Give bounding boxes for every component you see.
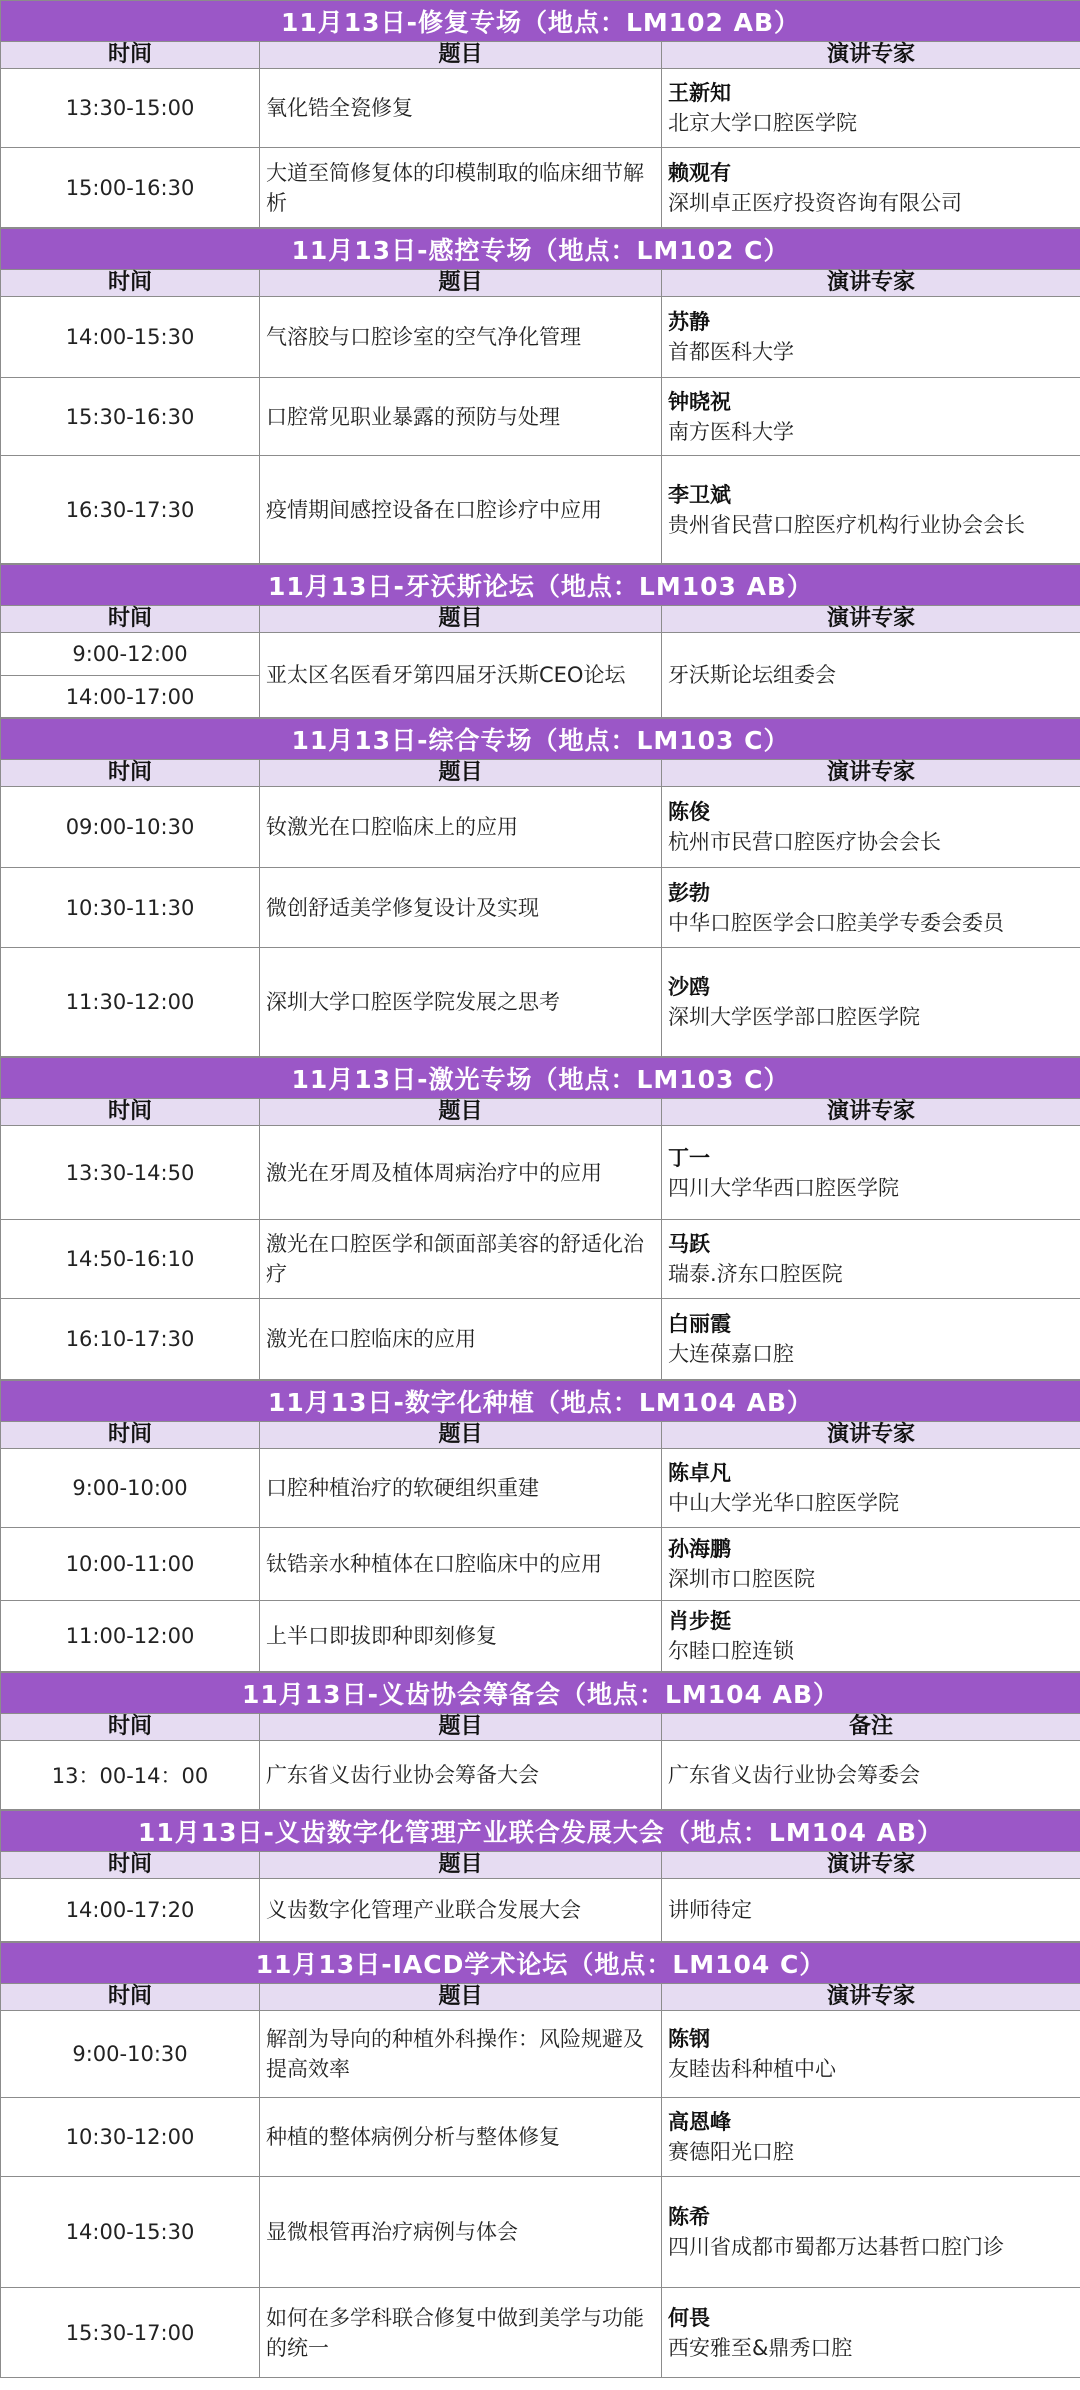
speaker-org: 深圳大学医学部口腔医学院 xyxy=(668,1005,920,1029)
topic-cell: 大道至简修复体的印模制取的临床细节解析 xyxy=(260,148,662,228)
time-cell: 14:00-15:30 xyxy=(1,297,260,378)
speaker-cell xyxy=(662,2098,1080,2177)
session-title: 11月13日-IACD学术论坛（地点：LM104 C） xyxy=(1,1943,1080,1984)
speaker-name: 孙海鹏 xyxy=(668,1537,731,1561)
topic-cell: 义齿数字化管理产业联合发展大会 xyxy=(260,1879,662,1942)
topic-cell: 解剖为导向的种植外科操作：风险规避及提高效率 xyxy=(260,2011,662,2098)
table-row xyxy=(1,1126,1080,1220)
speaker-cell xyxy=(662,787,1080,868)
session-title: 11月13日-牙沃斯论坛（地点：LM103 AB） xyxy=(1,565,1080,606)
speaker-cell xyxy=(662,148,1080,228)
topic-cell: 显微根管再治疗病例与体会 xyxy=(260,2177,662,2288)
topic-cell: 钛锆亲水种植体在口腔临床中的应用 xyxy=(260,1528,662,1601)
table-row xyxy=(1,1449,1080,1528)
speaker-header: 演讲专家 xyxy=(662,1099,1080,1126)
topic-cell: 口腔种植治疗的软硬组织重建 xyxy=(260,1449,662,1528)
time-header: 时间 xyxy=(1,270,260,297)
speaker-cell xyxy=(662,1220,1080,1299)
speaker-name: 高恩峰 xyxy=(668,2110,731,2134)
speaker-name: 白丽霞 xyxy=(668,1312,731,1336)
topic-cell: 如何在多学科联合修复中做到美学与功能的统一 xyxy=(260,2288,662,2378)
time-cell: 16:10-17:30 xyxy=(1,1299,260,1380)
topic-cell: 激光在口腔临床的应用 xyxy=(260,1299,662,1380)
speaker-cell xyxy=(662,1126,1080,1220)
time-cell: 09:00-10:30 xyxy=(1,787,260,868)
time-header: 时间 xyxy=(1,1099,260,1126)
topic-header: 题目 xyxy=(260,1422,662,1449)
speaker-header: 演讲专家 xyxy=(662,270,1080,297)
speaker-cell: 讲师待定 xyxy=(662,1879,1080,1942)
time-cell: 10:30-12:00 xyxy=(1,2098,260,2177)
speaker-header: 演讲专家 xyxy=(662,606,1080,633)
time-cell: 11:00-12:00 xyxy=(1,1601,260,1672)
speaker-name: 陈钢 xyxy=(668,2027,710,2051)
table-row xyxy=(1,787,1080,868)
time-header: 时间 xyxy=(1,760,260,787)
topic-cell: 口腔常见职业暴露的预防与处理 xyxy=(260,378,662,456)
session-table xyxy=(0,0,1080,228)
topic-cell: 种植的整体病例分析与整体修复 xyxy=(260,2098,662,2177)
time-header: 时间 xyxy=(1,1422,260,1449)
session-title: 11月13日-数字化种植（地点：LM104 AB） xyxy=(1,1381,1080,1422)
session-title: 11月13日-综合专场（地点：LM103 C） xyxy=(1,719,1080,760)
topic-cell: 氧化锆全瓷修复 xyxy=(260,69,662,148)
speaker-cell xyxy=(662,1528,1080,1601)
speaker-cell xyxy=(662,2177,1080,2288)
time-header: 时间 xyxy=(1,1984,260,2011)
speaker-org: 中华口腔医学会口腔美学专委会委员 xyxy=(668,910,1004,935)
speaker-org: 杭州市民营口腔医疗协会会长 xyxy=(668,830,941,854)
time-cell: 14:00-17:20 xyxy=(1,1879,260,1942)
time-cell: 13:30-14:50 xyxy=(1,1126,260,1220)
time-cell: 15:30-16:30 xyxy=(1,378,260,456)
time-header: 时间 xyxy=(1,1852,260,1879)
table-row xyxy=(1,633,1080,676)
table-row xyxy=(1,868,1080,948)
speaker-name: 马跃 xyxy=(668,1232,710,1256)
speaker-cell xyxy=(662,456,1080,564)
topic-header: 题目 xyxy=(260,1852,662,1879)
speaker-cell xyxy=(662,1601,1080,1672)
speaker-cell xyxy=(662,297,1080,378)
topic-header: 题目 xyxy=(260,1099,662,1126)
speaker-org: 深圳市口腔医院 xyxy=(668,1567,815,1591)
topic-cell: 亚太区名医看牙第四届牙沃斯CEO论坛 xyxy=(260,633,662,718)
speaker-org: 贵州省民营口腔医疗机构行业协会会长 xyxy=(668,512,1025,537)
speaker-cell xyxy=(662,1299,1080,1380)
speaker-name: 苏静 xyxy=(668,310,710,334)
speaker-org: 西安雅至&鼎秀口腔 xyxy=(668,2335,853,2360)
speaker-name: 何畏 xyxy=(668,2305,710,2330)
topic-cell: 疫情期间感控设备在口腔诊疗中应用 xyxy=(260,456,662,564)
table-row xyxy=(1,148,1080,228)
session-title: 11月13日-义齿数字化管理产业联合发展大会（地点：LM104 AB） xyxy=(1,1811,1080,1852)
time-cell: 14:00-17:00 xyxy=(1,676,260,718)
topic-header: 题目 xyxy=(260,42,662,69)
speaker-name: 王新知 xyxy=(668,81,731,105)
topic-cell: 微创舒适美学修复设计及实现 xyxy=(260,868,662,948)
speaker-name: 彭勃 xyxy=(668,880,710,905)
speaker-org: 深圳卓正医疗投资咨询有限公司 xyxy=(668,190,962,215)
session-table xyxy=(0,718,1080,1057)
speaker-cell: 牙沃斯论坛组委会 xyxy=(662,633,1080,718)
speaker-name: 赖观有 xyxy=(668,160,731,185)
table-row xyxy=(1,2011,1080,2098)
speaker-header: 演讲专家 xyxy=(662,42,1080,69)
session-table xyxy=(0,1672,1080,1810)
table-row xyxy=(1,1528,1080,1601)
session-title: 11月13日-修复专场（地点：LM102 AB） xyxy=(1,1,1080,42)
session-table xyxy=(0,1810,1080,1942)
speaker-name: 钟晓祝 xyxy=(668,389,731,414)
speaker-header: 备注 xyxy=(662,1714,1080,1741)
speaker-cell xyxy=(662,378,1080,456)
speaker-cell: 广东省义齿行业协会筹委会 xyxy=(662,1741,1080,1810)
speaker-org: 南方医科大学 xyxy=(668,419,794,444)
speaker-org: 四川省成都市蜀都万达碁哲口腔门诊 xyxy=(668,2235,1004,2259)
speaker-cell xyxy=(662,69,1080,148)
time-header: 时间 xyxy=(1,42,260,69)
time-cell: 9:00-10:00 xyxy=(1,1449,260,1528)
session-table xyxy=(0,564,1080,718)
speaker-org: 中山大学光华口腔医学院 xyxy=(668,1491,899,1515)
table-row xyxy=(1,1220,1080,1299)
time-cell: 15:00-16:30 xyxy=(1,148,260,228)
speaker-name: 沙鸥 xyxy=(668,975,710,999)
time-cell: 15:30-17:00 xyxy=(1,2288,260,2378)
session-title: 11月13日-激光专场（地点：LM103 C） xyxy=(1,1058,1080,1099)
table-row xyxy=(1,2288,1080,2378)
speaker-cell xyxy=(662,868,1080,948)
table-row xyxy=(1,2098,1080,2177)
speaker-org: 赛德阳光口腔 xyxy=(668,2140,794,2164)
topic-header: 题目 xyxy=(260,270,662,297)
time-header: 时间 xyxy=(1,606,260,633)
topic-cell: 气溶胶与口腔诊室的空气净化管理 xyxy=(260,297,662,378)
speaker-name: 陈希 xyxy=(668,2205,710,2229)
table-row xyxy=(1,69,1080,148)
topic-cell: 广东省义齿行业协会筹备大会 xyxy=(260,1741,662,1810)
time-cell: 9:00-12:00 xyxy=(1,633,260,676)
session-table xyxy=(0,1942,1080,2378)
topic-header: 题目 xyxy=(260,760,662,787)
topic-cell: 钕激光在口腔临床上的应用 xyxy=(260,787,662,868)
time-cell: 10:00-11:00 xyxy=(1,1528,260,1601)
speaker-name: 李卫斌 xyxy=(668,482,731,507)
table-row xyxy=(1,2177,1080,2288)
speaker-header: 演讲专家 xyxy=(662,760,1080,787)
speaker-org: 首都医科大学 xyxy=(668,340,794,364)
topic-cell: 激光在口腔医学和颌面部美容的舒适化治疗 xyxy=(260,1220,662,1299)
session-table xyxy=(0,1057,1080,1380)
table-row xyxy=(1,1299,1080,1380)
speaker-name: 肖步挺 xyxy=(668,1609,731,1633)
time-cell: 13:30-15:00 xyxy=(1,69,260,148)
topic-cell: 上半口即拔即种即刻修复 xyxy=(260,1601,662,1672)
speaker-org: 四川大学华西口腔医学院 xyxy=(668,1175,899,1200)
time-cell: 10:30-11:30 xyxy=(1,868,260,948)
speaker-cell xyxy=(662,2011,1080,2098)
time-header: 时间 xyxy=(1,1714,260,1741)
time-cell: 16:30-17:30 xyxy=(1,456,260,564)
table-row xyxy=(1,456,1080,564)
time-cell: 11:30-12:00 xyxy=(1,948,260,1057)
speaker-header: 演讲专家 xyxy=(662,1422,1080,1449)
topic-header: 题目 xyxy=(260,1714,662,1741)
topic-cell: 激光在牙周及植体周病治疗中的应用 xyxy=(260,1126,662,1220)
table-row xyxy=(1,1879,1080,1942)
speaker-name: 丁一 xyxy=(668,1145,710,1170)
topic-header: 题目 xyxy=(260,606,662,633)
topic-cell: 深圳大学口腔医学院发展之思考 xyxy=(260,948,662,1057)
table-row xyxy=(1,1741,1080,1810)
session-table xyxy=(0,228,1080,564)
table-row xyxy=(1,1601,1080,1672)
time-cell: 9:00-10:30 xyxy=(1,2011,260,2098)
speaker-org: 大连葆嘉口腔 xyxy=(668,1342,794,1366)
speaker-cell xyxy=(662,1449,1080,1528)
time-cell: 13：00-14：00 xyxy=(1,1741,260,1810)
speaker-cell xyxy=(662,2288,1080,2378)
topic-header: 题目 xyxy=(260,1984,662,2011)
speaker-org: 瑞泰.济东口腔医院 xyxy=(668,1262,843,1286)
session-title: 11月13日-义齿协会筹备会（地点：LM104 AB） xyxy=(1,1673,1080,1714)
speaker-org: 尔睦口腔连锁 xyxy=(668,1639,794,1663)
speaker-org: 北京大学口腔医学院 xyxy=(668,111,857,135)
speaker-header: 演讲专家 xyxy=(662,1852,1080,1879)
table-row xyxy=(1,378,1080,456)
table-row xyxy=(1,297,1080,378)
session-title: 11月13日-感控专场（地点：LM102 C） xyxy=(1,229,1080,270)
speaker-cell xyxy=(662,948,1080,1057)
speaker-org: 友睦齿科种植中心 xyxy=(668,2057,836,2081)
time-cell: 14:50-16:10 xyxy=(1,1220,260,1299)
time-cell: 14:00-15:30 xyxy=(1,2177,260,2288)
speaker-header: 演讲专家 xyxy=(662,1984,1080,2011)
session-table xyxy=(0,1380,1080,1672)
table-row xyxy=(1,948,1080,1057)
speaker-name: 陈卓凡 xyxy=(668,1461,731,1485)
speaker-name: 陈俊 xyxy=(668,800,710,824)
